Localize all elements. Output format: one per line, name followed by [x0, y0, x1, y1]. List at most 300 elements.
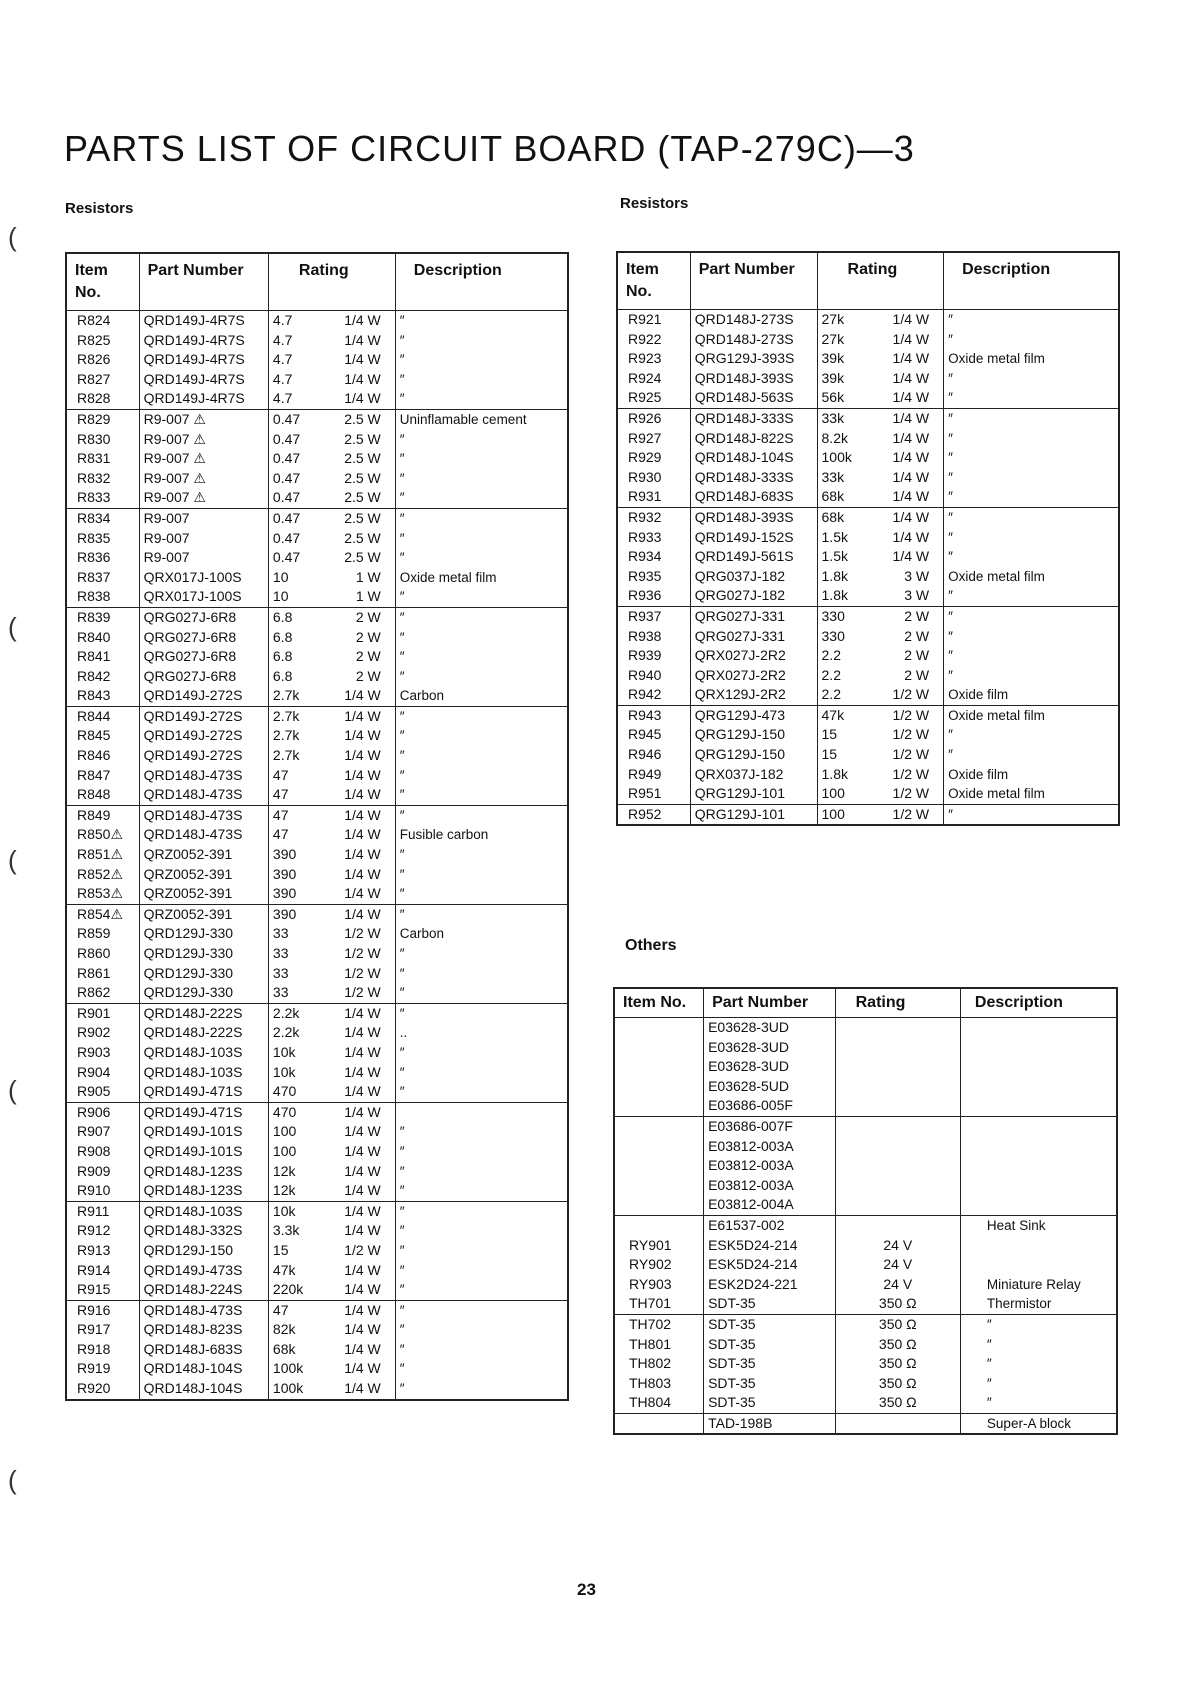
- rating-wattage-cell: 1/4 W: [344, 1360, 381, 1377]
- rating-value-cell: 1.8k: [817, 765, 879, 785]
- description-cell: ″: [395, 647, 568, 667]
- rating-value-cell: 2.7k: [268, 726, 322, 746]
- rating-wattage-cell: 2 W: [904, 627, 930, 644]
- rating-cell: 350 Ω: [835, 1374, 960, 1394]
- rating-value-cell: 4.7: [268, 350, 322, 370]
- table-row: [66, 1379, 568, 1400]
- rating-wattage-cell: 2 W: [355, 648, 381, 665]
- table-row: [66, 1300, 568, 1320]
- table-row: [66, 1359, 568, 1379]
- rating-value-cell: 27k: [817, 330, 879, 350]
- table-row: [617, 804, 1119, 825]
- header-item-no: Item No.: [617, 252, 690, 310]
- description-cell: ″: [944, 369, 1119, 389]
- part-number-cell: QRD149J-101S: [139, 1142, 268, 1162]
- description-cell: ″: [395, 488, 568, 508]
- part-number-cell: QRD149J-471S: [139, 1102, 268, 1122]
- header-part-number: Part Number: [690, 252, 817, 310]
- description-cell: [960, 1018, 1117, 1038]
- rating-cell: 24 V: [835, 1275, 960, 1295]
- part-number-cell: QRD129J-330: [139, 964, 268, 984]
- header-description: Description: [944, 252, 1119, 310]
- rating-value-cell: 470: [268, 1102, 322, 1122]
- item-no-cell: R843: [77, 687, 111, 704]
- description-cell: ″: [395, 1162, 568, 1182]
- part-number-cell: QRX017J-100S: [139, 587, 268, 607]
- part-number-cell: QRZ0052-391: [139, 845, 268, 865]
- table-row: [66, 350, 568, 370]
- part-number-cell: QRD149J-4R7S: [139, 370, 268, 390]
- rating-cell: [835, 1057, 960, 1077]
- rating-value-cell: 1.5k: [817, 528, 879, 548]
- table-row: [617, 745, 1119, 765]
- rating-value-cell: 220k: [268, 1280, 322, 1300]
- rating-value-cell: 1.8k: [817, 567, 879, 587]
- description-cell: ″: [395, 370, 568, 390]
- description-cell: Miniature Relay: [960, 1275, 1117, 1295]
- rating-cell: 350 Ω: [835, 1393, 960, 1413]
- item-no-cell: R923: [628, 350, 662, 367]
- description-cell: ″: [944, 448, 1119, 468]
- description-cell: Oxide metal film: [395, 568, 568, 588]
- description-cell: [960, 1236, 1117, 1256]
- table-row: [66, 825, 568, 845]
- description-cell: ″: [395, 469, 568, 489]
- table-row: [614, 1018, 1117, 1038]
- table-row: [614, 1057, 1117, 1077]
- rating-cell: 350 Ω: [835, 1335, 960, 1355]
- rating-cell: 350 Ω: [835, 1314, 960, 1334]
- description-cell: ″: [395, 884, 568, 904]
- part-number-cell: SDT-35: [704, 1314, 836, 1334]
- part-number-cell: QRD148J-103S: [139, 1043, 268, 1063]
- part-number-cell: R9-007 ⚠: [139, 488, 268, 508]
- table-row: [617, 705, 1119, 725]
- item-no-cell: R935: [628, 567, 662, 584]
- part-number-cell: QRX129J-2R2: [690, 685, 817, 705]
- rating-wattage-cell: 1/4 W: [344, 312, 381, 328]
- part-number-cell: SDT-35: [704, 1393, 836, 1413]
- part-number-cell: E03628-3UD: [704, 1057, 836, 1077]
- part-number-cell: QRD149J-272S: [139, 726, 268, 746]
- rating-value-cell: 0.47: [268, 488, 322, 508]
- rating-wattage-cell: 1/2 W: [344, 945, 381, 961]
- rating-cell: [835, 1077, 960, 1097]
- item-no-cell: R931: [628, 488, 662, 505]
- margin-mark: (: [8, 845, 17, 875]
- part-number-cell: QRD129J-330: [139, 983, 268, 1003]
- part-number-cell: QRD148J-222S: [139, 1003, 268, 1023]
- description-cell: ″: [395, 785, 568, 805]
- rating-value-cell: 68k: [268, 1340, 322, 1360]
- margin-mark: (: [8, 1075, 17, 1105]
- rating-wattage-cell: 2.5 W: [344, 469, 381, 486]
- rating-value-cell: 33: [268, 983, 322, 1003]
- rating-value-cell: 33: [268, 964, 322, 984]
- rating-wattage-cell: 1/4 W: [344, 826, 381, 843]
- description-cell: ″: [395, 1043, 568, 1063]
- table-row: [66, 983, 568, 1003]
- item-no-cell: R921: [628, 311, 662, 327]
- description-cell: ..: [395, 1023, 568, 1043]
- table-row: [614, 1077, 1117, 1097]
- table-row: [617, 448, 1119, 468]
- rating-wattage-cell: 2.5 W: [344, 549, 381, 566]
- resistors-table-left: [65, 252, 569, 1401]
- item-no-cell: R915: [77, 1281, 111, 1298]
- section-heading-resistors-right: Resistors: [620, 195, 689, 212]
- description-cell: ″: [395, 845, 568, 865]
- rating-wattage-cell: 1/4 W: [323, 1003, 395, 1023]
- rating-wattage-cell: 1/2 W: [879, 705, 944, 725]
- description-cell: ″: [944, 547, 1119, 567]
- description-cell: [960, 1116, 1117, 1136]
- table-row: [66, 845, 568, 865]
- part-number-cell: QRD148J-332S: [139, 1221, 268, 1241]
- rating-wattage-cell: 1/4 W: [892, 350, 930, 367]
- rating-wattage-cell: 1/4 W: [892, 548, 930, 565]
- rating-value-cell: 6.8: [268, 667, 322, 687]
- rating-wattage-cell: 1/2 W: [892, 765, 930, 782]
- description-cell: [960, 1137, 1117, 1157]
- rating-wattage-cell: 1/4 W: [323, 1201, 395, 1221]
- item-no-cell: R840: [77, 628, 111, 645]
- rating-wattage-cell: 2 W: [323, 607, 395, 627]
- rating-cell: [835, 1038, 960, 1058]
- description-cell: ″: [944, 330, 1119, 350]
- part-number-cell: QRG129J-150: [690, 725, 817, 745]
- item-no-cell: TH804: [629, 1394, 672, 1411]
- description-cell: ″: [395, 1300, 568, 1320]
- rating-value-cell: 100: [817, 804, 879, 825]
- item-no-cell: R945: [628, 726, 662, 743]
- table-row: [66, 964, 568, 984]
- rating-value-cell: 4.7: [268, 331, 322, 351]
- rating-wattage-cell: 1/4 W: [344, 1182, 381, 1199]
- table-row: [614, 1096, 1117, 1116]
- description-cell: ″: [944, 528, 1119, 548]
- item-no-cell: R830: [77, 430, 111, 447]
- table-header-row: [614, 988, 1117, 1018]
- rating-wattage-cell: 2.5 W: [344, 430, 381, 447]
- rating-wattage-cell: 1/4 W: [892, 311, 930, 327]
- rating-cell: [835, 1215, 960, 1235]
- description-cell: [960, 1156, 1117, 1176]
- table-row: [66, 508, 568, 528]
- margin-mark: (: [8, 222, 17, 252]
- part-number-cell: R9-007: [139, 529, 268, 549]
- rating-value-cell: 15: [268, 1241, 322, 1261]
- part-number-cell: QRD148J-393S: [690, 507, 817, 527]
- table-row: [66, 1340, 568, 1360]
- part-number-cell: QRD148J-123S: [139, 1162, 268, 1182]
- table-header-row: [66, 253, 568, 311]
- description-cell: ″: [395, 529, 568, 549]
- table-row: [66, 667, 568, 687]
- table-row: [614, 1156, 1117, 1176]
- table-row: [614, 1236, 1117, 1256]
- rating-value-cell: 47: [268, 825, 322, 845]
- description-cell: ″: [944, 725, 1119, 745]
- rating-value-cell: 0.47: [268, 430, 322, 450]
- rating-wattage-cell: 1/4 W: [344, 1083, 381, 1100]
- item-no-cell: R829: [66, 409, 139, 429]
- part-number-cell: QRD148J-273S: [690, 310, 817, 330]
- table-row: [66, 944, 568, 964]
- header-item-no: Item No.: [614, 988, 704, 1018]
- table-row: [66, 1162, 568, 1182]
- rating-value-cell: 82k: [268, 1320, 322, 1340]
- description-cell: Oxide metal film: [944, 567, 1119, 587]
- item-no-cell: R852⚠: [77, 865, 124, 882]
- section-heading-others: Others: [625, 937, 677, 954]
- part-number-cell: QRD148J-563S: [690, 388, 817, 408]
- header-part-number: Part Number: [139, 253, 268, 311]
- item-no-cell: [614, 1077, 704, 1097]
- part-number-cell: E03812-004A: [704, 1195, 836, 1215]
- description-cell: Heat Sink: [960, 1215, 1117, 1235]
- part-number-cell: QRG129J-393S: [690, 349, 817, 369]
- description-cell: ″: [395, 983, 568, 1003]
- table-row: [66, 1043, 568, 1063]
- rating-value-cell: 330: [817, 627, 879, 647]
- part-number-cell: QRG027J-6R8: [139, 607, 268, 627]
- table-row: [66, 1003, 568, 1023]
- rating-wattage-cell: 1/4 W: [344, 687, 381, 704]
- rating-value-cell: 47: [268, 805, 322, 825]
- table-row: [66, 370, 568, 390]
- rating-cell: [835, 1156, 960, 1176]
- table-row: [617, 606, 1119, 626]
- rating-value-cell: 10: [268, 587, 322, 607]
- item-no-cell: R936: [628, 587, 662, 604]
- part-number-cell: QRD149J-473S: [139, 1261, 268, 1281]
- description-cell: Oxide metal film: [944, 784, 1119, 804]
- description-cell: ″: [944, 468, 1119, 488]
- table-row: [66, 647, 568, 667]
- rating-wattage-cell: 1/4 W: [344, 1281, 381, 1298]
- description-cell: ″: [395, 964, 568, 984]
- table-row: [66, 488, 568, 508]
- item-no-cell: R939: [628, 647, 662, 664]
- item-no-cell: R901: [66, 1003, 139, 1023]
- description-cell: ″: [395, 1063, 568, 1083]
- item-no-cell: [614, 1018, 704, 1038]
- item-no-cell: R850⚠: [77, 826, 124, 843]
- description-cell: [395, 1102, 568, 1122]
- table-row: [66, 805, 568, 825]
- description-cell: ″: [395, 1340, 568, 1360]
- part-number-cell: R9-007: [139, 508, 268, 528]
- part-number-cell: QRG027J-6R8: [139, 667, 268, 687]
- rating-value-cell: 0.47: [268, 449, 322, 469]
- item-no-cell: R943: [617, 705, 690, 725]
- rating-value-cell: 10k: [268, 1043, 322, 1063]
- description-cell: ″: [395, 904, 568, 924]
- item-no-cell: TH701: [629, 1295, 672, 1312]
- rating-value-cell: 100k: [817, 448, 879, 468]
- item-no-cell: TH801: [629, 1335, 672, 1352]
- item-no-cell: RY903: [629, 1275, 672, 1292]
- rating-value-cell: 2.7k: [268, 746, 322, 766]
- rating-value-cell: 100: [817, 784, 879, 804]
- rating-wattage-cell: 1/2 W: [344, 964, 381, 981]
- description-cell: ″: [395, 1181, 568, 1201]
- rating-wattage-cell: 1/4 W: [892, 528, 930, 545]
- item-no-cell: R860: [77, 945, 111, 961]
- table-row: [617, 349, 1119, 369]
- rating-wattage-cell: 2.5 W: [344, 489, 381, 506]
- item-no-cell: R833: [77, 489, 111, 506]
- table-row: [66, 686, 568, 706]
- description-cell: ″: [395, 726, 568, 746]
- item-no-cell: R842: [77, 667, 111, 684]
- part-number-cell: QRD148J-273S: [690, 330, 817, 350]
- part-number-cell: QRD148J-473S: [139, 825, 268, 845]
- item-no-cell: R951: [628, 785, 662, 802]
- item-no-cell: R932: [617, 507, 690, 527]
- part-number-cell: QRG037J-182: [690, 567, 817, 587]
- rating-wattage-cell: 1/4 W: [344, 727, 381, 744]
- description-cell: ″: [395, 311, 568, 331]
- description-cell: ″: [395, 1280, 568, 1300]
- rating-wattage-cell: 1/4 W: [344, 865, 381, 882]
- rating-wattage-cell: 1/4 W: [344, 1024, 381, 1041]
- rating-value-cell: 4.7: [268, 370, 322, 390]
- rating-wattage-cell: 1/4 W: [344, 747, 381, 764]
- description-cell: ″: [395, 331, 568, 351]
- table-row: [66, 587, 568, 607]
- rating-value-cell: 6.8: [268, 647, 322, 667]
- part-number-cell: QRX037J-182: [690, 765, 817, 785]
- description-cell: ″: [395, 1379, 568, 1400]
- table-row: [66, 1280, 568, 1300]
- part-number-cell: QRD129J-330: [139, 944, 268, 964]
- item-no-cell: R920: [77, 1380, 111, 1397]
- table-row: [66, 924, 568, 944]
- description-cell: [960, 1096, 1117, 1116]
- rating-value-cell: 10: [268, 568, 322, 588]
- item-no-cell: R904: [77, 1063, 111, 1080]
- rating-value-cell: 10k: [268, 1201, 322, 1221]
- margin-mark: (: [8, 612, 17, 642]
- item-no-cell: [614, 1057, 704, 1077]
- part-number-cell: QRD149J-272S: [139, 746, 268, 766]
- table-row: [614, 1335, 1117, 1355]
- description-cell: [960, 1195, 1117, 1215]
- rating-value-cell: 1.8k: [817, 586, 879, 606]
- part-number-cell: E03812-003A: [704, 1176, 836, 1196]
- item-no-cell: R946: [628, 746, 662, 763]
- rating-wattage-cell: 1/4 W: [892, 389, 930, 406]
- item-no-cell: R916: [66, 1300, 139, 1320]
- description-cell: ″: [395, 548, 568, 568]
- table-row: [614, 1116, 1117, 1136]
- description-cell: ″: [944, 646, 1119, 666]
- description-cell: Uninflamable cement: [395, 409, 568, 429]
- part-number-cell: QRD149J-4R7S: [139, 350, 268, 370]
- table-row: [66, 1102, 568, 1122]
- item-no-cell: R905: [77, 1083, 111, 1100]
- table-row: [614, 1137, 1117, 1157]
- item-no-cell: R929: [628, 449, 662, 466]
- description-cell: ″: [944, 666, 1119, 686]
- table-row: [614, 1294, 1117, 1314]
- description-cell: ″: [944, 627, 1119, 647]
- item-no-cell: R832: [77, 469, 111, 486]
- rating-wattage-cell: 1/4 W: [344, 1162, 381, 1179]
- part-number-cell: QRX027J-2R2: [690, 666, 817, 686]
- item-no-cell: R924: [628, 369, 662, 386]
- header-item-no: Item No.: [66, 253, 139, 311]
- rating-wattage-cell: 1/2 W: [892, 726, 930, 743]
- rating-wattage-cell: 1/4 W: [323, 706, 395, 726]
- table-row: [617, 528, 1119, 548]
- part-number-cell: QRZ0052-391: [139, 904, 268, 924]
- rating-cell: [835, 1137, 960, 1157]
- rating-wattage-cell: 1/4 W: [344, 1043, 381, 1060]
- description-cell: ″: [960, 1393, 1117, 1413]
- rating-value-cell: 3.3k: [268, 1221, 322, 1241]
- description-cell: ″: [395, 389, 568, 409]
- description-cell: ″: [944, 310, 1119, 330]
- table-row: [614, 1314, 1117, 1334]
- rating-value-cell: 4.7: [268, 389, 322, 409]
- description-cell: ″: [944, 745, 1119, 765]
- rating-value-cell: 6.8: [268, 628, 322, 648]
- rating-value-cell: 39k: [817, 349, 879, 369]
- item-no-cell: R934: [628, 548, 662, 565]
- rating-value-cell: 2.7k: [268, 706, 322, 726]
- header-rating: Rating: [817, 252, 944, 310]
- part-number-cell: QRD149J-101S: [139, 1122, 268, 1142]
- rating-wattage-cell: 1/4 W: [344, 846, 381, 863]
- item-no-cell: R845: [77, 727, 111, 744]
- item-no-cell: R933: [628, 528, 662, 545]
- rating-value-cell: 15: [817, 745, 879, 765]
- description-cell: ″: [944, 606, 1119, 626]
- part-number-cell: QRD149J-4R7S: [139, 389, 268, 409]
- table-row: [614, 1195, 1117, 1215]
- description-cell: ″: [395, 607, 568, 627]
- description-cell: [960, 1038, 1117, 1058]
- part-number-cell: QRX027J-2R2: [690, 646, 817, 666]
- part-number-cell: QRG129J-473: [690, 705, 817, 725]
- item-no-cell: R849: [66, 805, 139, 825]
- table-row: [617, 765, 1119, 785]
- description-cell: ″: [944, 388, 1119, 408]
- table-row: [617, 685, 1119, 705]
- header-description: Description: [960, 988, 1117, 1018]
- part-number-cell: TAD-198B: [704, 1413, 836, 1434]
- table-row: [66, 1181, 568, 1201]
- rating-value-cell: 2.2k: [268, 1023, 322, 1043]
- rating-value-cell: 68k: [817, 507, 879, 527]
- header-description: Description: [395, 253, 568, 311]
- part-number-cell: QRD148J-104S: [139, 1359, 268, 1379]
- item-no-cell: R937: [617, 606, 690, 626]
- page-number: 23: [577, 1580, 596, 1599]
- description-cell: ″: [395, 1003, 568, 1023]
- part-number-cell: ESK5D24-214: [704, 1255, 836, 1275]
- part-number-cell: QRD149J-272S: [139, 686, 268, 706]
- table-row: [617, 487, 1119, 507]
- item-no-cell: R846: [77, 747, 111, 764]
- part-number-cell: QRD148J-333S: [690, 408, 817, 428]
- part-number-cell: QRD148J-473S: [139, 766, 268, 786]
- part-number-cell: QRD148J-123S: [139, 1181, 268, 1201]
- item-no-cell: R837: [77, 568, 111, 585]
